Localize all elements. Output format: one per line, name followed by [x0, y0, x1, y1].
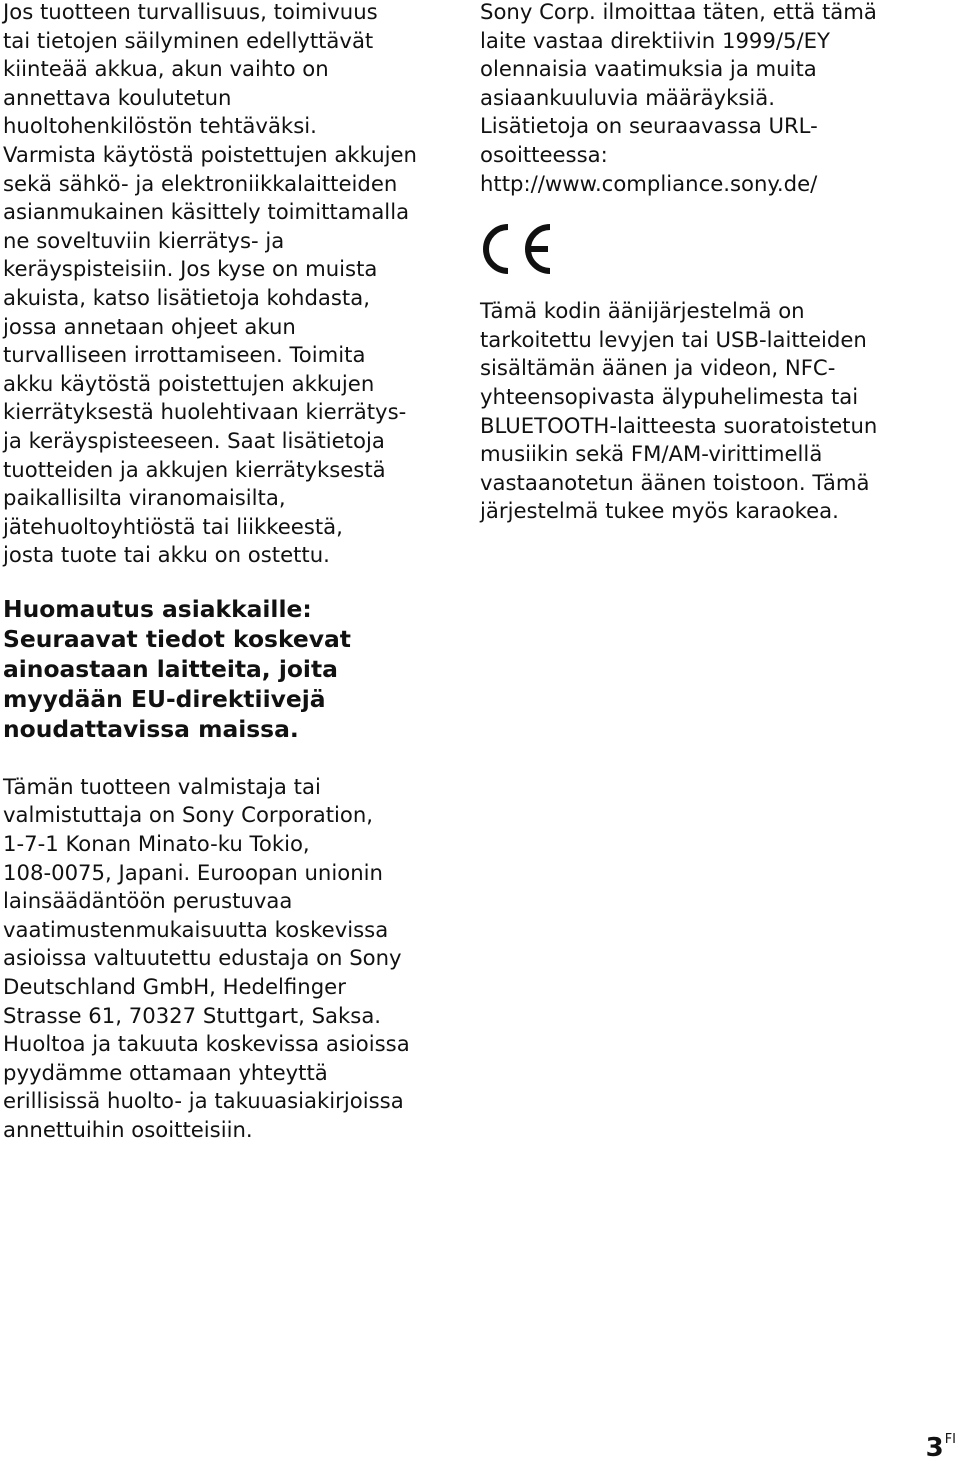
- page-number: [926, 1433, 956, 1461]
- page-number-value: 3: [925, 1433, 944, 1463]
- manufacturer-paragraph: Tämän tuotteen valmistaja tai valmistuttaja on Sony Corporation, 1-7-1 Konan Minato-ku Tokio, 108-0075, Japani. Euroopan unionin lainsäädäntöön perustuvaa vaatimustenmukaisuutta koskevissa asioissa valtuutettu edustaja on Sony Deutschland GmbH, Hedelfinger Strasse 61, 70327 Stuttgart, Saksa. Huoltoa ja takuuta koskevissa asioissa pyydämme ottamaan yhteyttä erillisissä huolto- ja takuuasiakirjoissa annettuihin osoitteisiin.: [3, 773, 410, 1142]
- left-column: [3, 0, 453, 1145]
- declaration-of-conformity-paragraph: Sony Corp. ilmoittaa täten, että tämä laite vastaa direktiivin 1999/5/EY olennaisia vaatimuksia ja muita asiaankuuluvia määräyksiä. Lisätietoja on seuraavassa URL- osoitteessa: http://www.compliance.sony.de/: [480, 0, 877, 196]
- eu-customer-notice-heading: Huomautus asiakkaille: Seuraavat tiedot koskevat ainoastaan laitteita, joita myydään EU-direktiivejä noudattavissa maissa.: [3, 594, 351, 743]
- ce-mark-icon: [480, 223, 552, 275]
- battery-disposal-paragraph: Jos tuotteen turvallisuus, toimivuus tai tietojen säilyminen edellyttävät kiinteää akkua, akun vaihto on annettava koulutetun huoltohenkilöstön tehtäväksi. Varmista käytöstä poistettujen akkujen sekä sähkö- ja elektroniikkalaitteiden asianmukainen käsittely toimittamalla ne soveltuviin kierrätys- ja keräyspisteisiin. Jos kyse on muista akuista, katso lisätietoja kohdasta, jossa annetaan ohjeet akun turvalliseen irrottamiseen. Toimita akku käytöstä poistettujen akkujen kierrätyksestä huolehtivaan kierrätys- ja keräyspisteeseen. Saat lisätietoja tuotteiden ja akkujen kierrätyksestä paikallisilta viranomaisilta, jätehuoltoyhtiöstä tai liikkeestä, josta tuote tai akku on ostettu.: [3, 0, 417, 568]
- language-code: FI: [944, 1432, 956, 1447]
- right-column: [480, 0, 950, 526]
- system-description-paragraph: Tämä kodin äänijärjestelmä on tarkoitettu levyjen tai USB-laitteiden sisältämän äänen ja videon, NFC- yhteensopivasta älypuhelimesta tai BLUETOOTH-laitteesta suoratoistetun musiikin sekä FM/AM-virittimellä vastaanotetun äänen toistoon. Tämä järjestelmä tukee myös karaokea.: [480, 298, 878, 524]
